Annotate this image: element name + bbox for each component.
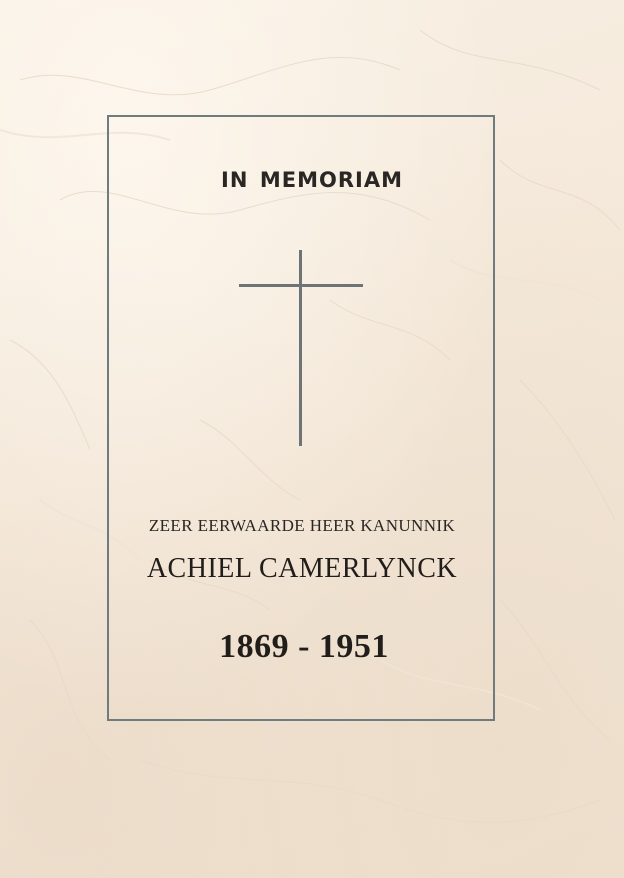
deceased-name: ACHIEL CAMERLYNCK <box>146 553 458 584</box>
honorific-line: ZEER EERWAARDE HEER KANUNNIK <box>148 516 456 535</box>
life-dates: 1869 - 1951 <box>219 628 389 665</box>
card-title: in memoriam <box>221 160 403 195</box>
cross-icon-vertical <box>299 250 302 446</box>
cross-icon-horizontal <box>239 284 363 287</box>
